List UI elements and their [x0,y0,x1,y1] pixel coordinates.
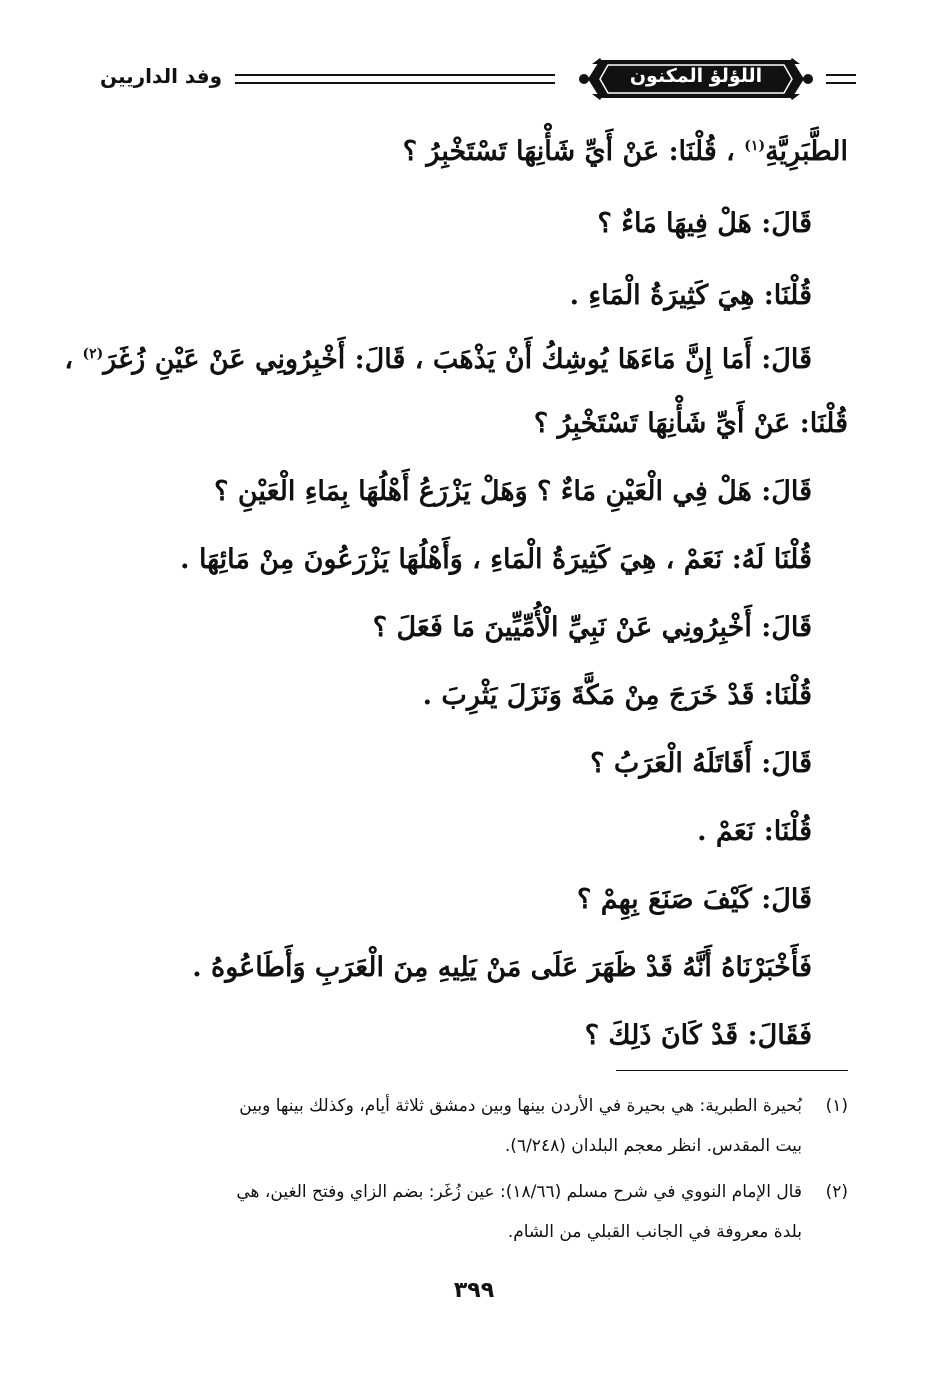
text-line-11: قُلْنَا: نَعَمْ . [697,816,812,847]
text-line-2: قَالَ: هَلْ فِيهَا مَاءٌ ؟ [597,208,812,239]
footnote-line: بلدة معروفة في الجانب القبلي من الشام. [507,1222,802,1242]
text-line-7: قُلْنَا لَهُ: نَعَمْ ، هِيَ كَثِيرَةُ الْمَاءِ ، وَأَهْلُهَا يَزْرَعُونَ مِنْ مَائِهَا . [180,544,812,575]
footnote-2 [100,1172,848,1252]
text-line-10: قَالَ: أَقَاتَلَهُ الْعَرَبُ ؟ [590,748,812,779]
section-title: وفد الداريين [100,64,223,88]
text-line-5: قُلْنَا: عَنْ أَيِّ شَأْنِهَا تَسْتَخْبِرُ ؟ [533,408,848,439]
footnote-1 [100,1086,848,1166]
footnote-separator [616,1070,848,1071]
footnote-line: بُحيرة الطبرية: هي بحيرة في الأردن بينها وبين دمشق ثلاثة أيام، وكذلك بينها وبين [239,1096,802,1116]
book-title-badge [578,56,814,102]
text-line-14: فَقَالَ: قَدْ كَانَ ذَلِكَ ؟ [584,1020,812,1051]
running-header [100,52,856,112]
header-rule-left [235,74,555,84]
footnote-line: قال الإمام النووي في شرح مسلم (١٨/٦٦): عين زُغَر: بضم الزاي وفتح الغين، هي [236,1182,802,1202]
text-line-4: قَالَ: أَمَا إِنَّ مَاءَهَا يُوشِكُ أَنْ يَذْهَبَ ، قَالَ: أَخْبِرُونِي عَنْ عَيْنِ زُغَرَ$^{(٢)}$ ، [64,344,812,375]
footnote-ref-1: (١) [744,138,766,154]
page-number: ٣٩٩ [453,1278,495,1303]
text-line-8: قَالَ: أَخْبِرُونِي عَنْ نَبِيِّ الْأُمِّيِّينَ مَا فَعَلَ ؟ [372,612,812,643]
header-rule-right [826,74,856,84]
footnote-number-2: (٢) [825,1182,848,1202]
text-line-3: قُلْنَا: هِيَ كَثِيرَةُ الْمَاءِ . [569,280,812,311]
text-line-12: قَالَ: كَيْفَ صَنَعَ بِهِمْ ؟ [577,884,812,915]
text-line-6: قَالَ: هَلْ فِي الْعَيْنِ مَاءٌ ؟ وَهَلْ يَزْرَعُ أَهْلُهَا بِمَاءِ الْعَيْنِ ؟ [214,476,812,507]
text-line-13: فَأَخْبَرْنَاهُ أَنَّهُ قَدْ ظَهَرَ عَلَى مَنْ يَلِيهِ مِنَ الْعَرَبِ وَأَطَاعُوهُ . [192,952,812,983]
footnote-line: بيت المقدس. انظر معجم البلدان (٦/٢٤٨). [504,1136,802,1156]
text-line-9: قُلْنَا: قَدْ خَرَجَ مِنْ مَكَّةَ وَنَزَلَ يَثْرِبَ . [422,680,812,711]
book-title: اللؤلؤ المكنون [629,65,763,87]
footnote-ref-2: (٢) [82,346,104,362]
footnote-number-1: (١) [825,1096,848,1116]
text-line-1: الطَّبَرِيَّةِ$^{(١)}$ ، قُلْنَا: عَنْ أَيِّ شَأْنِهَا تَسْتَخْبِرُ ؟ [402,136,848,167]
